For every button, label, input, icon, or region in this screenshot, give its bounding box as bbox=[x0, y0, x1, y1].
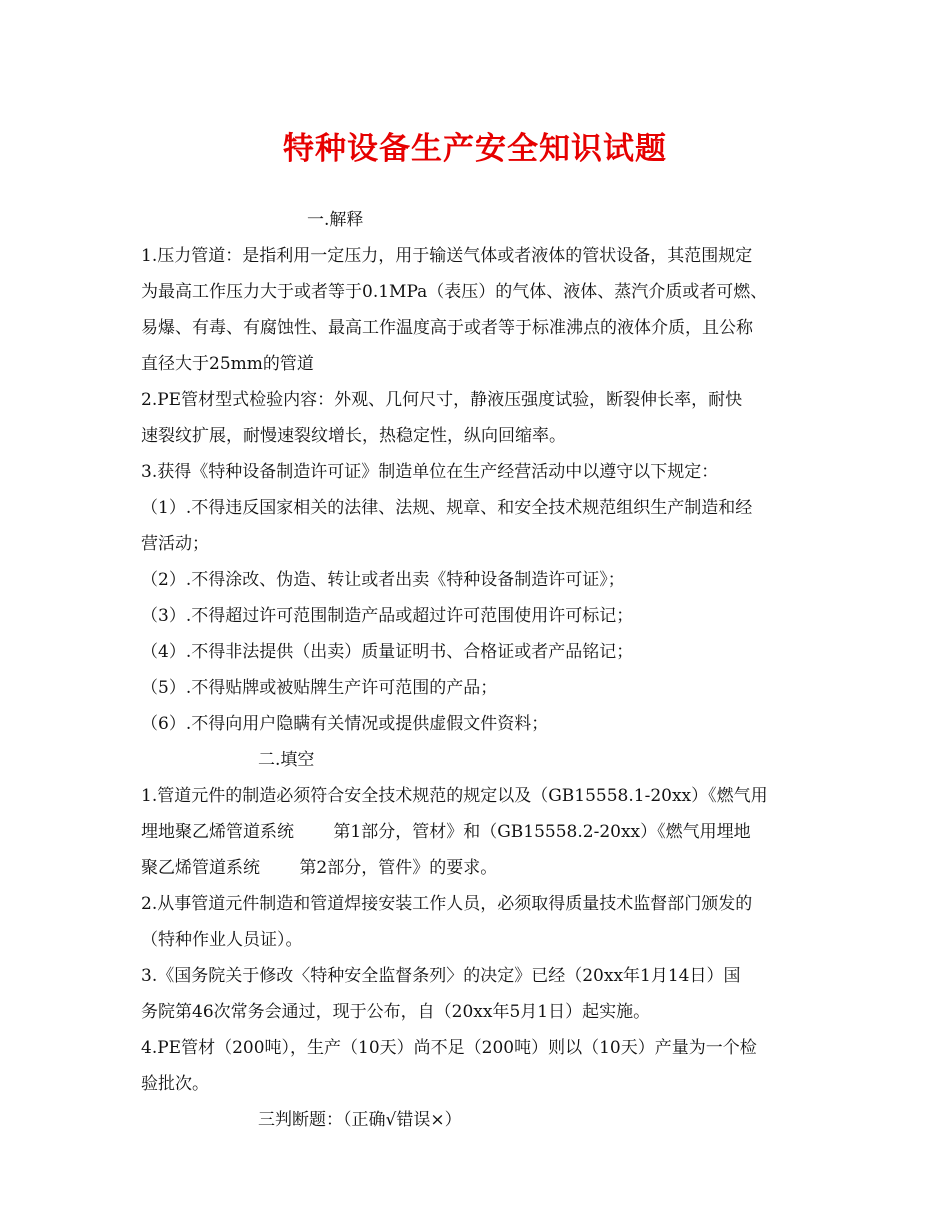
text-line: 4.PE管材（200吨），生产（10天）尚不足（200吨）则以（10天）产量为一个检 bbox=[141, 1038, 757, 1058]
text-line: （特种作业人员证）。 bbox=[141, 930, 303, 950]
text-line: （3）.不得超过许可范围制造产品或超过许可范围使用许可标记； bbox=[141, 606, 634, 626]
text-line: 为最高工作压力大于或者等于0.1MPa（表压）的气体、液体、蒸汽介质或者可燃、 bbox=[141, 282, 768, 302]
document-title: 特种设备生产安全知识试题 bbox=[283, 131, 667, 167]
text-line: 验批次。 bbox=[141, 1074, 209, 1094]
section-heading-fill: 二.填空 bbox=[258, 750, 315, 770]
text-line: 2.从事管道元件制造和管道焊接安装工作人员，必须取得质量技术监督部门颁发的 bbox=[141, 894, 753, 914]
text-line: 3.《国务院关于修改〈特种安全监督条列〉的决定》已经（20xx年1月14日）国 bbox=[141, 966, 741, 986]
text-line: 务院第46次常务会通过，现于公布，自（20xx年5月1日）起实施。 bbox=[141, 1002, 651, 1022]
text-line: （5）.不得贴牌或被贴牌生产许可范围的产品； bbox=[141, 678, 498, 698]
document-body bbox=[141, 202, 821, 1138]
text-line: 3.获得《特种设备制造许可证》制造单位在生产经营活动中以遵守以下规定： bbox=[141, 462, 719, 482]
text-line: 营活动； bbox=[141, 534, 209, 554]
section-heading-judge: 三判断题：（正确√错误×） bbox=[258, 1110, 462, 1130]
text-line: 聚乙烯管道系统 第2部分，管件》的要求。 bbox=[141, 858, 498, 878]
text-line: （1）.不得违反国家相关的法律、法规、规章、和安全技术规范组织生产制造和经 bbox=[141, 498, 753, 518]
text-line: （6）.不得向用户隐瞒有关情况或提供虚假文件资料； bbox=[141, 714, 549, 734]
text-line: 直径大于25mm的管道 bbox=[141, 354, 314, 374]
text-line: 2.PE管材型式检验内容：外观、几何尺寸，静液压强度试验，断裂伸长率，耐快 bbox=[141, 390, 743, 410]
text-line: 1.压力管道：是指利用一定压力，用于输送气体或者液体的管状设备，其范围规定 bbox=[141, 246, 753, 266]
text-line: 速裂纹扩展，耐慢速裂纹增长，热稳定性，纵向回缩率。 bbox=[141, 426, 566, 446]
text-line: 易爆、有毒、有腐蚀性、最高工作温度高于或者等于标准沸点的液体介质，且公称 bbox=[141, 318, 753, 338]
text-line: 1.管道元件的制造必须符合安全技术规范的规定以及（GB15558.1-20xx）《燃气用 bbox=[141, 786, 768, 806]
text-line: （2）.不得涂改、伪造、转让或者出卖《特种设备制造许可证》； bbox=[141, 570, 625, 590]
section-heading-explain: 一.解释 bbox=[307, 210, 364, 230]
text-line: 埋地聚乙烯管道系统 第1部分，管材》和（GB15558.2-20xx）《燃气用埋地 bbox=[141, 822, 751, 842]
text-line: （4）.不得非法提供（出卖）质量证明书、合格证或者产品铭记； bbox=[141, 642, 634, 662]
